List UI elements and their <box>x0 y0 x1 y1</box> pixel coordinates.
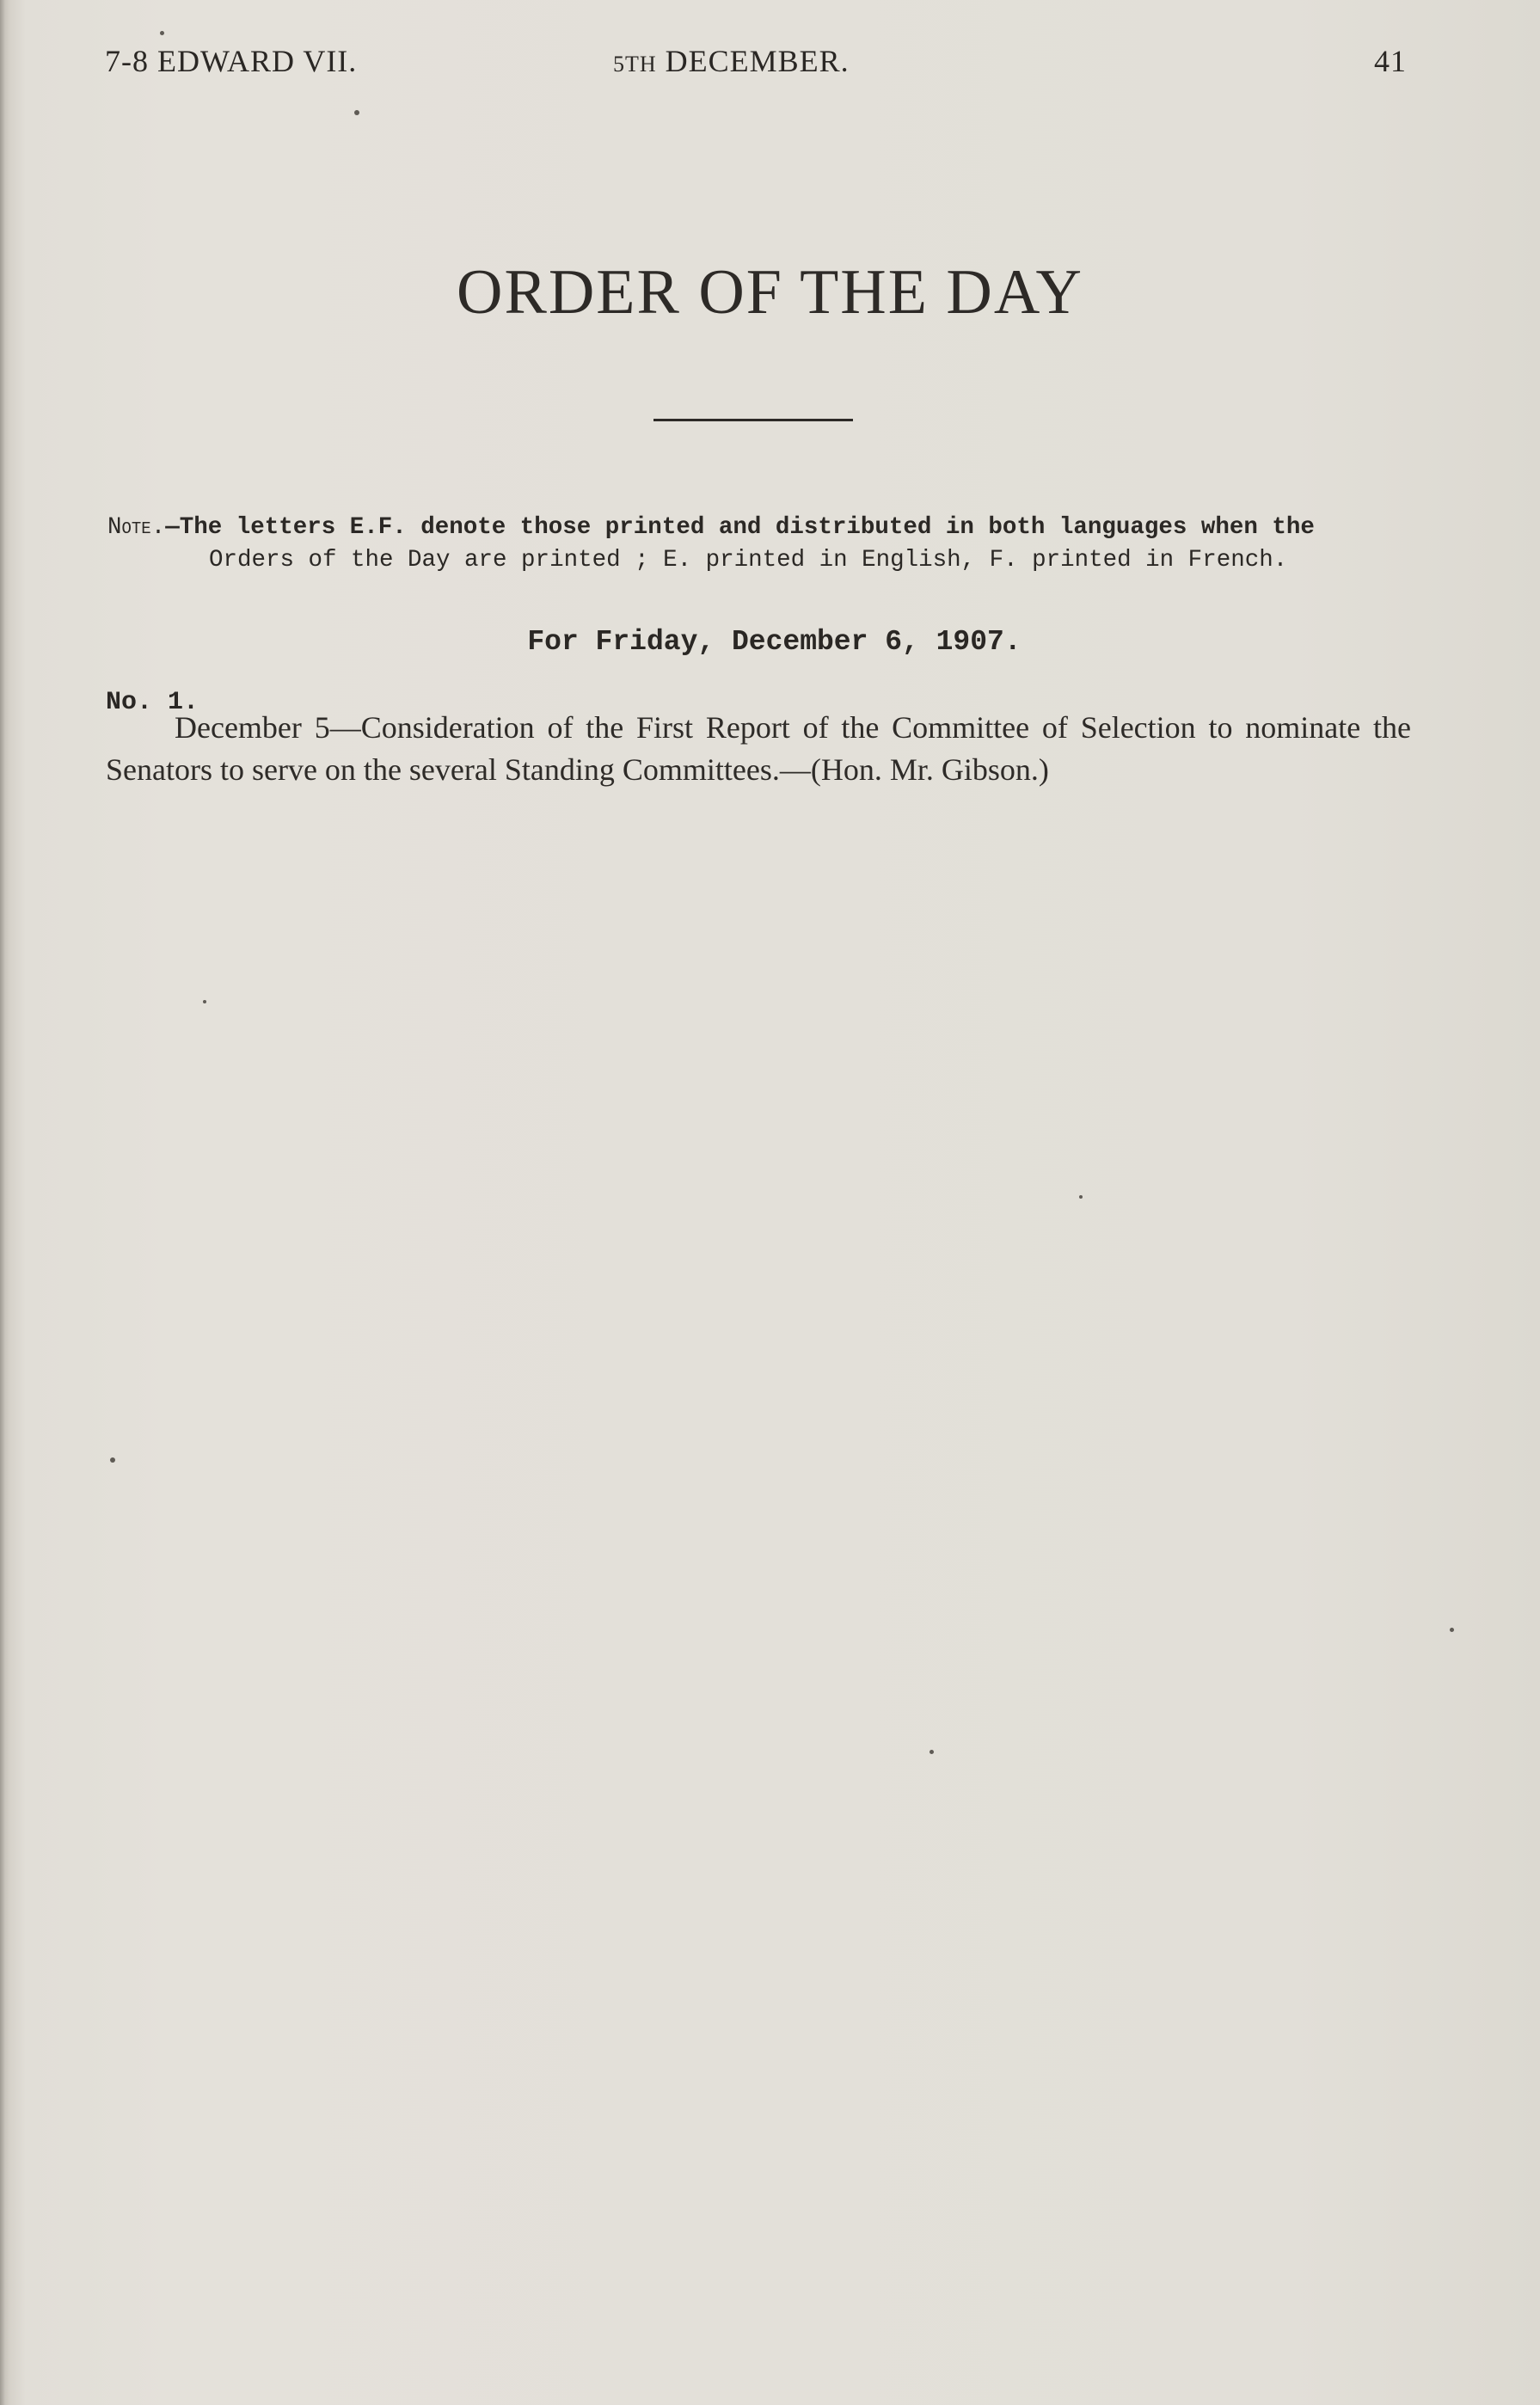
note-label: Note. <box>107 514 166 541</box>
paper-speck <box>1079 1195 1083 1199</box>
note-line-2: Orders of the Day are printed ; E. printed in English, F. printed in French. <box>209 547 1288 574</box>
paper-speck <box>1450 1628 1454 1632</box>
paper-speck <box>110 1457 115 1463</box>
item-number: No. 1. <box>106 688 199 717</box>
note-line-1: —The letters E.F. denote those printed and distributed in both languages when the <box>165 514 1315 541</box>
running-head-center <box>613 43 850 79</box>
binding-edge <box>0 0 5 2405</box>
note-paragraph <box>107 512 1406 577</box>
item-text: December 5—Consideration of the First Report of the Committee of Selection to nominate the Senators to serve on the several Standing Committees.—(Hon. Mr. Gibson.) <box>106 710 1411 787</box>
paper-speck <box>203 1000 206 1003</box>
running-head-center-date: DECEMBER. <box>665 44 850 78</box>
paper-speck <box>354 110 359 115</box>
page-number: 41 <box>1374 44 1407 78</box>
title-divider <box>653 419 853 421</box>
page-title: ORDER OF THE DAY <box>457 257 1083 328</box>
date-heading: For Friday, December 6, 1907. <box>527 626 1022 658</box>
paper-speck <box>160 31 164 35</box>
running-head-center-prefix: 5TH <box>613 52 657 77</box>
running-head-left: 7-8 EDWARD VII. <box>105 44 358 78</box>
paper-speck <box>930 1750 934 1754</box>
